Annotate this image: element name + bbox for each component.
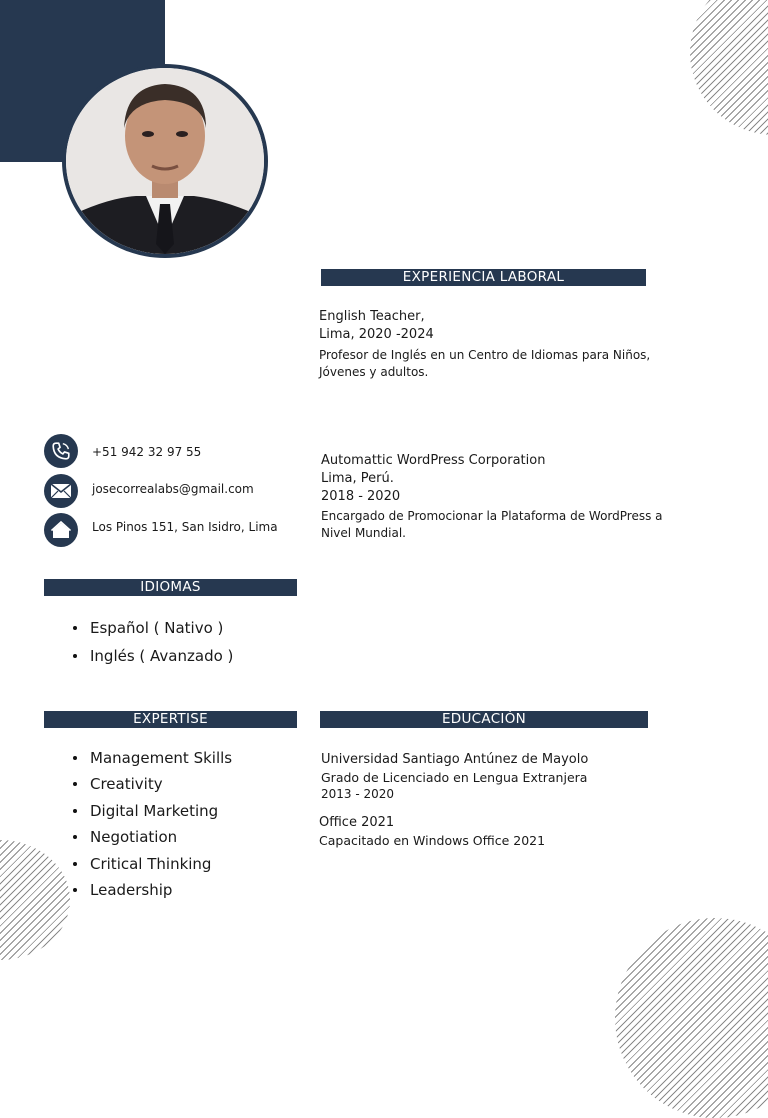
certification-title: Office 2021 [319,815,395,830]
list-item: Negotiation [44,824,304,850]
experience-item-1 [319,308,739,381]
experience-company: Automattic WordPress Corporation [321,453,546,468]
home-icon [44,513,78,547]
avatar [66,68,264,254]
section-experience-header: EXPERIENCIA LABORAL [321,269,646,286]
experience-role: English Teacher, [319,309,425,324]
list-item: Español ( Nativo ) [44,614,304,642]
languages-list [44,614,304,670]
list-item: Creativity [44,771,304,797]
phone-icon [44,434,78,468]
hatched-circle-bottom-right [615,918,768,1118]
experience-description: Nivel Mundial. [321,526,406,540]
hatched-circle-top-right [690,0,768,135]
list-item: Critical Thinking [44,851,304,877]
certification-description: Capacitado en Windows Office 2021 [319,833,546,848]
contact-phone: +51 942 32 97 55 [92,445,202,459]
list-item: Leadership [44,877,304,903]
experience-place-date: Lima, 2020 -2024 [319,327,434,342]
experience-description: Encargado de Promocionar la Plataforma de WordPress a [321,509,663,523]
section-expertise-header: EXPERTISE [44,711,297,728]
experience-place: Lima, Perú. [321,471,394,486]
education-dates: 2013 - 2020 [321,787,395,801]
experience-item-2 [321,452,741,542]
experience-description: Jóvenes y adultos. [319,365,429,379]
experience-dates: 2018 - 2020 [321,489,401,504]
section-education-header: EDUCACIÓN [320,711,648,728]
expertise-list [44,745,304,903]
list-item: Management Skills [44,745,304,771]
contact-address: Los Pinos 151, San Isidro, Lima [92,520,278,534]
education-degree: Grado de Licenciado en Lengua Extranjera [321,770,588,785]
envelope-icon [44,474,78,508]
profile-photo [62,64,268,258]
list-item: Inglés ( Avanzado ) [44,642,304,670]
experience-description: Profesor de Inglés en un Centro de Idiomas para Niños, [319,348,651,362]
section-languages-header: IDIOMAS [44,579,297,596]
education-university: Universidad Santiago Antúnez de Mayolo [321,752,589,767]
certification-item [319,814,739,849]
education-item [321,751,741,803]
contact-email: josecorrealabs@gmail.com [92,482,254,496]
list-item: Digital Marketing [44,798,304,824]
